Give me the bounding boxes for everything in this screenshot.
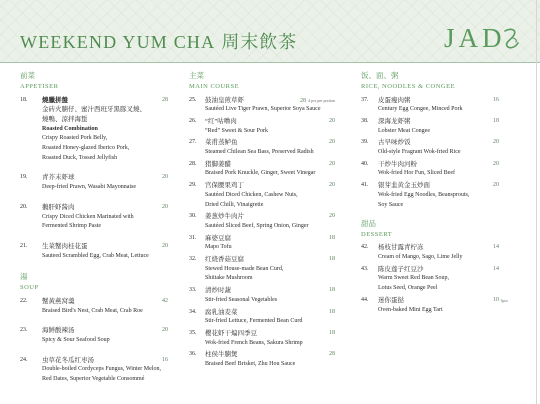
item-price [493,138,499,148]
item-description [42,326,168,345]
item-number: 44. [361,296,369,303]
portion-note: 4 pcs per portion [308,97,335,103]
dish-description-en: Braised Bird's Nest, Crab Meat, Crab Roe [42,307,143,314]
dish-description-en: Red Dates, Superior Vegetable Consommé [42,376,145,383]
item-number: 37. [361,96,369,103]
dish-description-en: Stewed House-made Bean Curd, [205,265,284,272]
item-number: 25. [189,96,197,103]
menu-item [189,286,335,305]
dish-description-en: Mapo Tofu [205,244,232,251]
item-price [493,243,499,253]
section-heading-zh: 饭、面、粥 [361,71,399,80]
dish-description-en: Sauteed Scrambled Egg, Crab Meat, Lettuce [42,252,149,259]
menu-item [361,117,499,136]
item-description [378,265,499,294]
item-price [493,96,499,106]
menu-item [189,308,335,327]
item-price [162,203,168,213]
dish-name-zh: 蟹黃燕窝羹 [42,297,75,305]
menu-section [20,70,168,271]
item-price [329,255,335,265]
section-heading-en: RICE, NOODLES & CONGEE [361,83,456,90]
jade-swirl-icon [502,26,520,51]
item-price [329,308,335,318]
section-heading-en: DESSERT [361,230,393,238]
item-description [42,96,168,164]
dish-name-zh: 古早味炒饭 [378,139,411,147]
menu-item [20,297,168,316]
item-description [42,203,168,232]
logo-wordmark: JAD [444,23,506,53]
item-number: 38. [361,117,369,124]
price-amount: 42 [162,297,168,304]
price-amount: 18 [329,234,335,241]
item-price [329,350,335,360]
section-heading-zh: 甜品 [361,218,376,228]
dish-description-en: Sautéed Live Tiger Prawn, Superior Soya Sauce [205,106,321,113]
price-amount: 18 [329,256,335,263]
price-amount: 20 [493,139,499,146]
price-amount: 20 [329,213,335,220]
menu-item [20,326,168,345]
dish-name-zh: 燒臘拼盤 [42,96,68,104]
dish-name-zh: 红烧香菇豆腐 [205,256,244,264]
dish-name-zh: 清炒时蔬 [205,287,231,295]
dish-description-en: Lotus Seed, Orange Peel [378,285,438,292]
price-amount: 20 [162,174,168,181]
item-price [329,117,335,127]
section-heading-en: SOUP [20,284,39,292]
dish-name-zh: 杨枝甘露青柠冻 [378,244,424,252]
item-price [329,234,335,244]
dish-description-en: Dried Chilli, Vinaigrette [205,201,264,208]
section-heading-zh: 前菜 [20,71,35,80]
item-number: 24. [20,356,28,363]
item-description [378,243,499,262]
menu-item [189,329,335,348]
dish-description-en: Stir-fried Lettuce, Fermented Bean Curd [205,318,303,325]
item-number: 36. [189,351,197,358]
dish-description-en: Crispy Roasted Pork Belly, [42,135,108,142]
item-description [205,234,335,253]
price-amount: 20 [329,160,335,167]
dish-name-zh: 海鲜酸辣汤 [42,327,75,335]
dish-name-zh: 猪脚姜醋 [205,160,231,168]
menu-item [361,296,508,315]
item-number: 39. [361,139,369,146]
item-price [162,297,168,307]
item-price [162,173,168,183]
item-number: 42. [361,244,369,251]
menu-column-middle [189,70,335,372]
dish-detail-zh: 燒鴨、涼拌海蜇 [42,115,88,123]
item-description [205,160,335,179]
menu-item [361,138,499,157]
price-amount: 14 [493,244,499,251]
menu-item [20,356,168,385]
item-number: 21. [20,242,28,249]
dish-name-zh: 姜葱炒牛肉片 [205,213,244,221]
item-description [378,160,499,179]
item-description [205,212,335,231]
menu-item [189,117,335,136]
dish-name-zh: 腐乳油麦菜 [205,308,238,316]
price-amount: 28 [162,96,168,103]
dish-description-en: Wok-fried Egg Noodles, Beansprouts, [378,191,470,198]
item-number: 23. [20,327,28,334]
section-heading-zh: 主菜 [189,71,204,80]
item-description [42,297,168,316]
price-amount: 20 [162,203,168,210]
dish-description-en: “Red” Sweet & Sour Pork [205,127,268,134]
price-amount: 20 [162,327,168,334]
price-amount: 20 [162,242,168,249]
item-number: 19. [20,174,28,181]
item-description [205,286,335,305]
price-amount: 28 [300,97,306,104]
item-number: 30. [189,213,197,220]
dish-name-zh: 鼓油皇煎草虾 [205,96,244,104]
price-amount: 20 [493,160,499,167]
menu-column-right [361,70,508,317]
dish-detail-zh: 金砖火腩仔、蜜汁西班牙黑豚叉燒、 [42,106,146,114]
item-number: 20. [20,203,28,210]
dish-name-zh: 生菜蟹肉桂花蛋 [42,242,88,250]
item-description [378,96,499,115]
menu-item [189,350,335,369]
item-description [205,117,335,136]
menu-item [189,160,335,179]
item-description [42,173,168,192]
dish-description-en: Crispy Diced Chicken Marinated with [42,213,134,220]
price-amount: 16 [493,96,499,103]
item-price [162,326,168,336]
item-number: 41. [361,182,369,189]
menu-item [20,203,168,232]
page-edge [536,0,537,404]
item-description [205,138,335,157]
dish-description-en: Roasted Honey-glazed Iberico Pork, [42,145,130,152]
menu-section [361,218,508,317]
item-price [329,138,335,148]
item-price [329,286,335,296]
dish-description-en: Double-boiled Cordyceps Fungus, Winter Melon, [42,366,161,373]
item-number: 31. [189,234,197,241]
item-description [378,181,499,210]
section-heading-en: APPETISER [20,83,59,90]
dish-name-zh: 陈皮莲子红豆沙 [378,265,424,273]
item-description [205,350,335,369]
menu-item [189,212,335,231]
item-price [329,212,335,222]
item-price [493,181,499,191]
dish-description-en: Fermented Shrimp Paste [42,223,101,230]
price-amount: 18 [493,117,499,124]
item-description [42,356,168,385]
dish-description-en: Old-style Fragrant Wok-fried Rice [378,149,461,156]
jade-logo [444,23,524,55]
dish-description-en: Braised Pork Knuckle, Ginger, Sweet Vinegar [205,170,316,177]
item-price [493,160,499,170]
portion-note: 3pcs [500,297,508,303]
item-price [329,181,335,191]
item-number: 34. [189,308,197,315]
price-amount: 20 [493,182,499,189]
dish-name-zh: “红”咕噜肉 [205,117,237,125]
menu-column-left [20,70,168,395]
dish-name-zh: 虫草花冬瓜红枣汤 [42,356,94,364]
dish-name-zh: 麻婆豆腐 [205,234,231,242]
price-amount: 20 [329,182,335,189]
item-description [42,242,168,261]
menu-section [361,70,499,212]
dish-description-en: Spicy & Sour Seafood Soup [42,336,110,343]
menu-item [20,96,168,164]
dish-name-zh: 柱侯牛腩煲 [205,351,238,359]
dish-description-en: Braised Beef Brisket, Zhu Hou Sauce [205,361,296,368]
menu-item [361,181,499,210]
item-number: 35. [189,329,197,336]
dish-name-zh: 迷你蛋挞 [378,296,404,304]
menu-section [189,70,335,372]
menu-item [189,255,335,284]
item-number: 28. [189,160,197,167]
menu-item [361,96,499,115]
section-heading-zh: 湯 [20,272,28,282]
dish-description-en: Century Egg Congee, Minced Pork [378,106,463,113]
menu-title [20,31,297,53]
menu-title-zh: 周末飲茶 [221,32,298,52]
dish-description-en: Cream of Mango, Sago, Lime Jelly [378,254,463,261]
item-price [162,242,168,252]
dish-description-en: Wok-fried French Beans, Sakura Shrimp [205,339,303,346]
dish-description-en: Stir-fried Seasonal Vegetables [205,296,278,303]
menu-item [20,173,168,192]
dish-name-zh: 樱花虾干煸四季豆 [205,329,257,337]
menu-header [0,0,540,63]
item-number: 33. [189,287,197,294]
dish-description-en: Shiitake Mushroom [205,275,253,282]
dish-name-zh: 青芥末虾球 [42,174,75,182]
item-description [205,308,335,327]
item-number: 43. [361,265,369,272]
item-price [329,160,335,170]
item-number: 22. [20,297,28,304]
item-number: 26. [189,117,197,124]
item-price [493,265,499,275]
section-heading-en: MAIN COURSE [189,83,240,90]
dish-name-zh: 鵝肝虾酱肉 [42,203,75,211]
item-description [205,329,335,348]
price-amount: 18 [329,308,335,315]
item-number: 40. [361,160,369,167]
item-price [162,96,168,106]
dish-description-en: Roasted Duck, Tossed Jellyfish [42,154,118,161]
item-number: 18. [20,96,28,103]
item-number: 27. [189,139,197,146]
price-amount: 20 [329,139,335,146]
dish-name-zh: 皮蛋瘦肉粥 [378,96,411,104]
dish-name-zh: 干炒牛肉河粉 [378,160,417,168]
price-amount: 14 [493,265,499,272]
dish-description-en: Steamed Chilean Sea Bass, Preserved Radish [205,149,314,156]
dish-description-en: Sautéed Sliced Beef, Spring Onion, Ginger [205,222,309,229]
item-description [378,138,499,157]
dish-name-zh: 深海龙虾粥 [378,117,411,125]
item-price [493,117,499,127]
menu-item [189,138,335,157]
price-amount: 18 [329,287,335,294]
item-description [205,181,335,210]
item-description [378,117,499,136]
dish-name-en: Roasted Combination [42,125,98,132]
dish-name-zh: 银芽韭黄金玉炒面 [378,182,430,190]
dish-name-zh: 宫保腰果鸡丁 [205,182,244,190]
price-amount: 20 [329,117,335,124]
menu-section [20,271,168,394]
price-amount: 18 [329,329,335,336]
menu-title-en: WEEKEND YUM CHA [20,32,216,52]
price-amount: 28 [329,351,335,358]
dish-description-en: Warm Sweet Red Bean Soup, [378,275,450,282]
menu-item [361,243,499,262]
item-number: 32. [189,256,197,263]
item-price [493,296,508,306]
menu-item [189,96,335,115]
menu-item [189,181,335,210]
item-number: 29. [189,182,197,189]
menu-item [189,234,335,253]
dish-description-en: Oven-baked Mini Egg Tart [378,306,443,313]
dish-description-en: Deep-fried Prawn, Wasabi Mayonnaise [42,184,137,191]
menu-item [361,265,499,294]
dish-name-zh: 菜甫蒸鲈鱼 [205,139,238,147]
dish-description-en: Wok-fried Hor Fun, Sliced Beef [378,170,455,177]
menu-item [20,242,168,261]
item-price [162,356,168,366]
price-amount: 16 [162,356,168,363]
menu-item [361,160,499,179]
price-amount: 10 [493,296,499,303]
item-price [300,96,335,107]
dish-description-en: Soy Sauce [378,201,404,208]
item-description [378,296,499,315]
dish-description-en: Sautéed Diced Chicken, Cashew Nuts, [205,191,298,198]
item-price [329,329,335,339]
dish-description-en: Lobster Meat Congee [378,127,430,134]
item-description [205,255,335,284]
